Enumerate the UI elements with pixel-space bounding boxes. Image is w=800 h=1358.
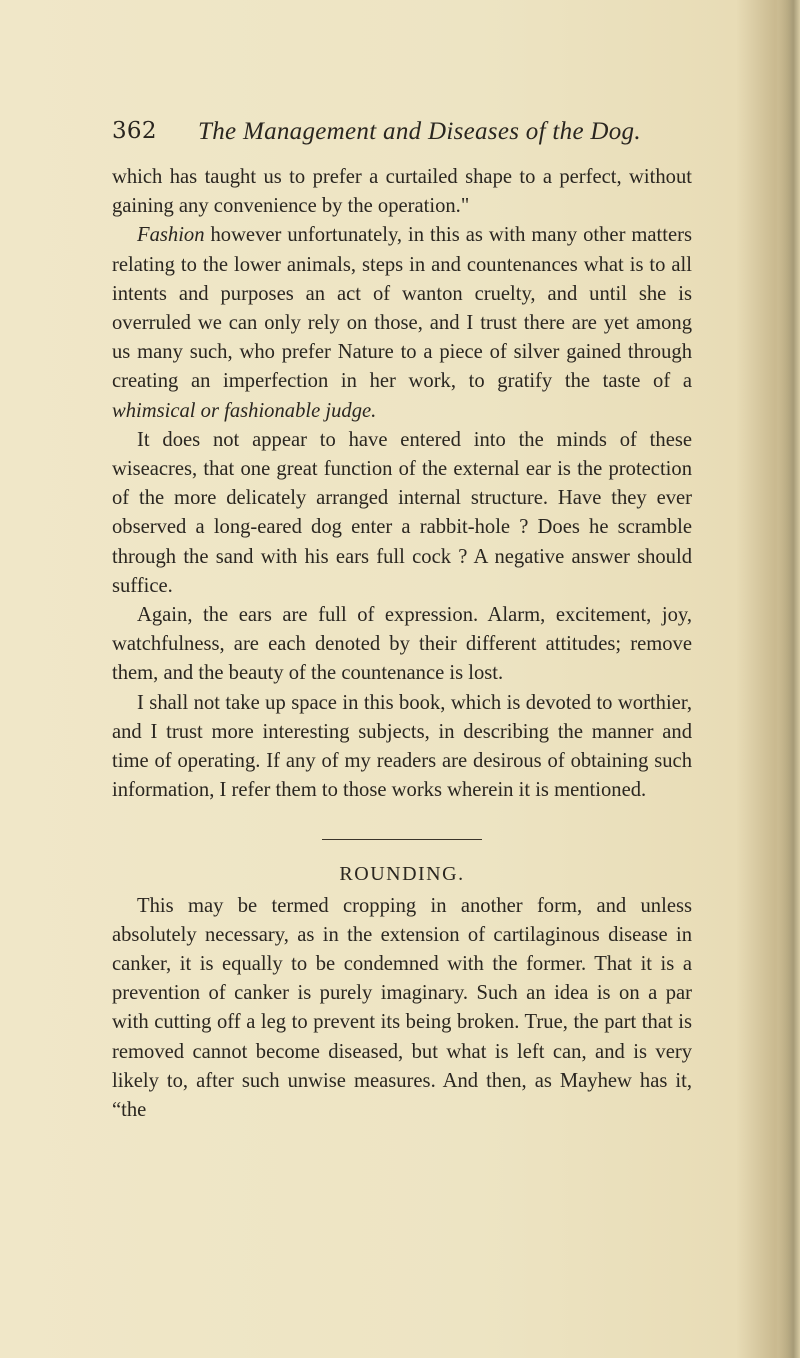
paragraph-space: I shall not take up space in this book, which is devoted to worthier, and I trust more interesting subjects, in describing the manner and time of operating. If any of my readers are desirous of obtaining such information, I refer them to those works wherein it is mentioned.	[112, 691, 692, 802]
fashion-text: however unfortunately, in this as with many other matters relating to the lower animals, steps in and countenances what is to all intents and purposes an act of wanton cruelty, and until she is overruled we can only rely on those, and I trust there are yet among us many such, who prefer Nature to a piece of silver gained through creating an imperfection in her work, to gratify the taste of a	[112, 224, 692, 393]
body-text	[112, 163, 692, 1125]
fashion-word: Fashion	[137, 224, 205, 247]
paragraph-wiseacres: It does not appear to have entered into the minds of these wiseacres, that one great function of the external ear is the protection of the more delicately arranged internal structure. Have they ever observed a long-eared dog enter a rabbit-hole ? Does he scramble through the sand with his ears full cock ? A negative answer should suffice.	[112, 428, 692, 597]
paragraph-rounding: This may be termed cropping in another form, and unless absolutely necessary, as in the extension of cartilaginous disease in canker, it is equally to be condemned with the former. That it is a prevention of canker is purely imaginary. Such an idea is on a par with cutting off a leg to prevent its being broken. True, the part that is removed cannot become diseased, but what is left can, and is very likely to, after such unwise measures. And then, as Mayhew has it, “the	[112, 894, 692, 1122]
page-header	[112, 118, 692, 152]
section-heading: ROUNDING.	[339, 863, 465, 886]
paragraph-fashion	[112, 221, 692, 425]
section-divider	[322, 839, 482, 840]
page-edge-shadow	[778, 0, 800, 1358]
paragraph-continuation: which has taught us to prefer a curtailed shape to a perfect, without gaining any convenience by the operation."	[112, 166, 692, 218]
running-title: The Management and Diseases of the Dog.	[198, 118, 641, 145]
fashion-italic-end: whimsical or fashionable judge.	[112, 399, 377, 422]
paragraph-expression: Again, the ears are full of expression. Alarm, excitement, joy, watchfulness, are each denoted by their different attitudes; remove them, and the beauty of the countenance is lost.	[112, 604, 692, 685]
page-number: 362	[112, 118, 157, 144]
